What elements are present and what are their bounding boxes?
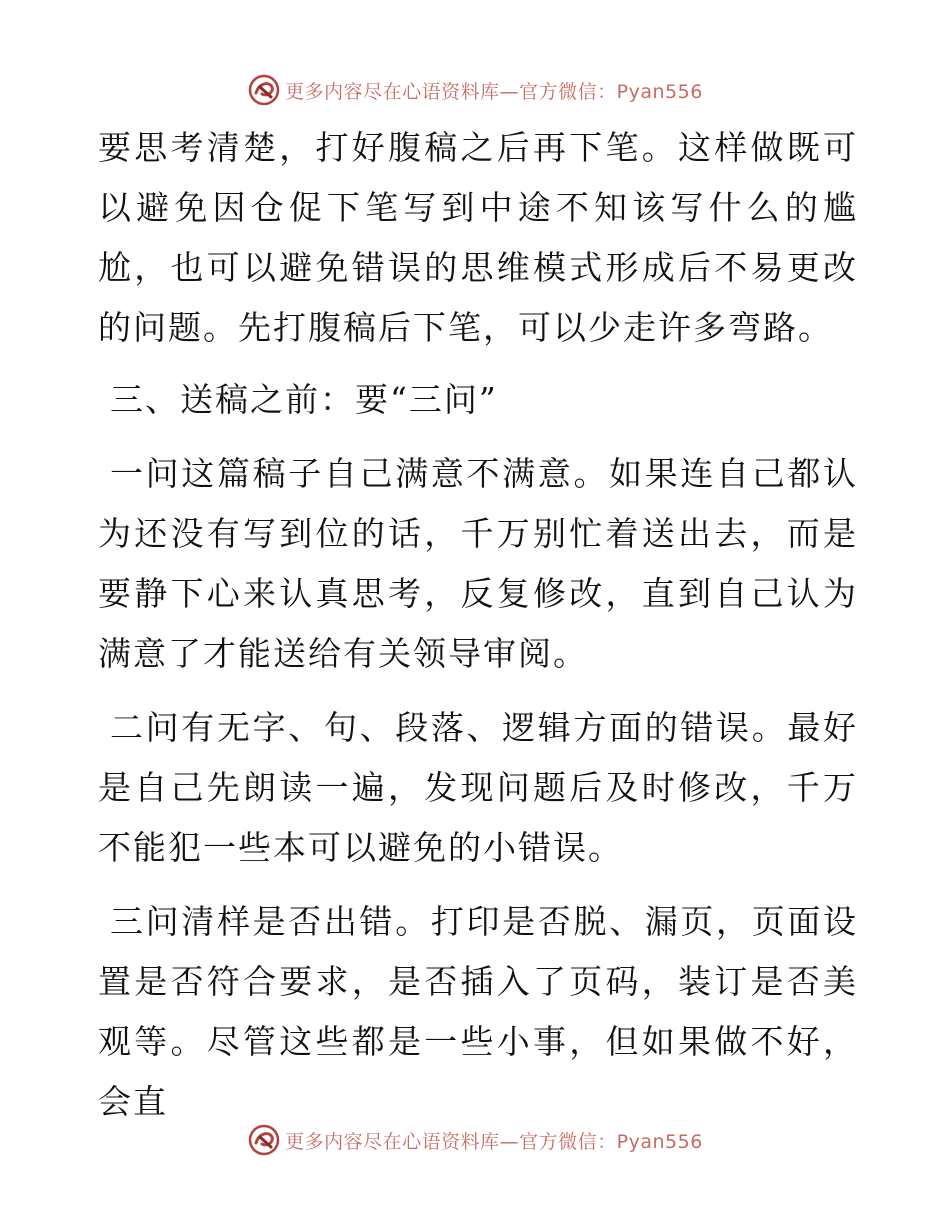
footer-banner bbox=[0, 1120, 950, 1160]
swirl-logo-icon bbox=[247, 1123, 281, 1157]
paragraph-question-3: 三问清样是否出错。打印是否脱、漏页，页面设置是否符合要求，是否插入了页码，装订是否美观等。尽管这些都是一些小事，但如果做不好，会直 bbox=[98, 902, 858, 1121]
footer-banner-text: 更多内容尽在心语资料库—官方微信：Pyan556 bbox=[285, 1130, 703, 1153]
document-body bbox=[98, 118, 858, 1146]
header-banner-text: 更多内容尽在心语资料库—官方微信：Pyan556 bbox=[285, 80, 703, 103]
swirl-logo-icon bbox=[247, 73, 281, 107]
section-heading: 三、送稿之前：要“三问” bbox=[110, 380, 498, 419]
header-banner bbox=[0, 70, 950, 110]
paragraph-question-1: 一问这篇稿子自己满意不满意。如果连自己都认为还没有写到位的话，千万别忙着送出去，而是要静下心来认真思考，反复修改，直到自己认为满意了才能送给有关领导审阅。 bbox=[98, 454, 858, 673]
paragraph-continued: 要思考清楚，打好腹稿之后再下笔。这样做既可以避免因仓促下笔写到中途不知该写什么的尴尬，也可以避免错误的思维模式形成后不易更改的问题。先打腹稿后下笔，可以少走许多弯路。 bbox=[98, 128, 858, 347]
paragraph-question-2: 二问有无字、句、段落、逻辑方面的错误。最好是自己先朗读一遍，发现问题后及时修改，千万不能犯一些本可以避免的小错误。 bbox=[98, 708, 858, 867]
